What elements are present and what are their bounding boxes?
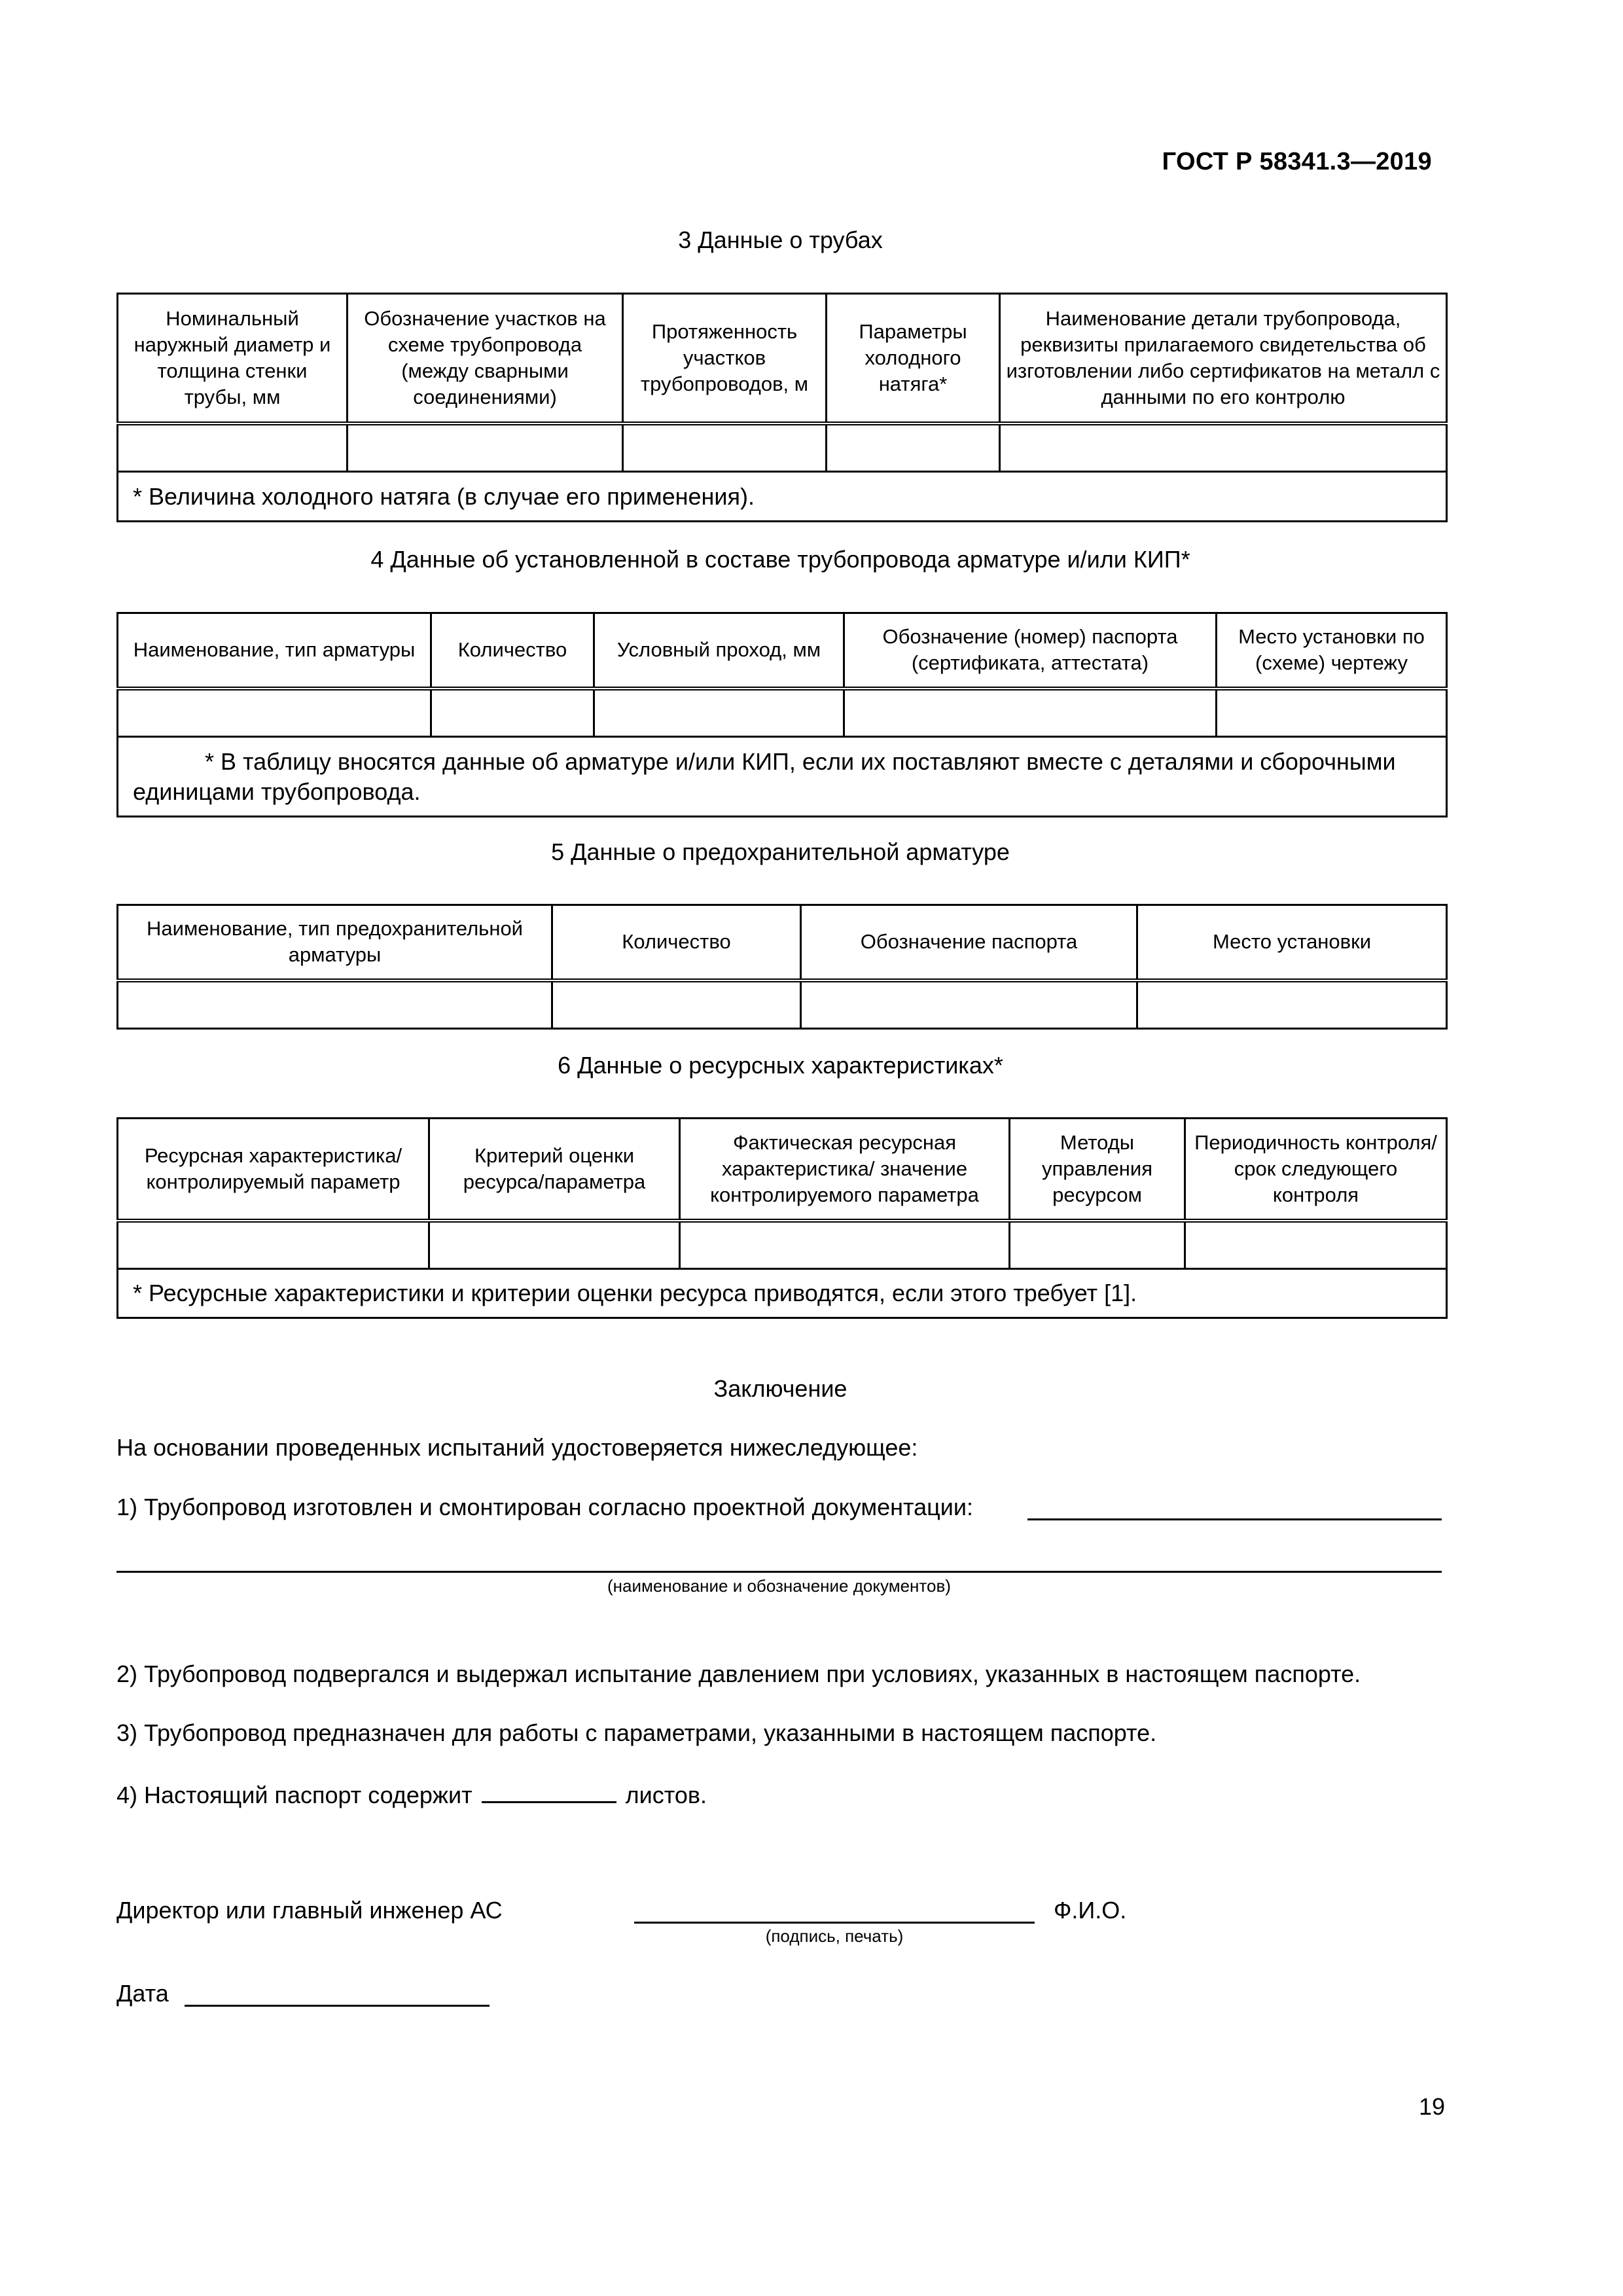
table-cell[interactable] [827, 423, 1000, 472]
column-header: Место установки [1137, 905, 1447, 980]
table-cell[interactable] [1000, 423, 1447, 472]
conclusion-item-2: 2) Трубопровод подвергался и выдержал испытание давлением при условиях, указанных в настоящем паспорте. [116, 1660, 1361, 1687]
table-cell[interactable] [680, 1221, 1010, 1269]
column-header: Критерий оценки ресурса/параметра [429, 1119, 680, 1221]
column-header: Место установки по (схеме) чертежу [1217, 613, 1447, 689]
column-header: Протяженность участков трубопроводов, м [623, 294, 827, 423]
signatory-role: Директор или главный инженер АС [116, 1897, 503, 1924]
section-4-title: 4 Данные об установленной в составе трубопровода арматуре и/или КИП* [370, 546, 1190, 573]
column-header: Периодичность контроля/срок следующего контроля [1185, 1119, 1447, 1221]
column-header: Обозначение паспорта [801, 905, 1137, 980]
column-header: Номинальный наружный диаметр и толщина стенки трубы, мм [118, 294, 348, 423]
name-label: Ф.И.О. [1054, 1897, 1127, 1924]
signature-field[interactable] [634, 1922, 1035, 1924]
signature-caption: (подпись, печать) [765, 1926, 904, 1946]
sheets-suffix: листов. [625, 1782, 707, 1808]
conclusion-item-4 [116, 1779, 707, 1809]
column-header: Наименование детали трубопровода, реквизиты прилагаемого свидетельства об изготовлении либо сертификатов на металл с данными по его контролю [1000, 294, 1447, 423]
documents-field-line-2[interactable] [116, 1571, 1442, 1573]
table-footnote: * Величина холодного натяга (в случае его применения). [118, 472, 1447, 522]
table-cell[interactable] [1217, 689, 1447, 737]
column-header: Ресурсная характеристика/ контролируемый параметр [118, 1119, 429, 1221]
table-cell[interactable] [431, 689, 594, 737]
table-cell[interactable] [1010, 1221, 1185, 1269]
section-6-title: 6 Данные о ресурсных характеристиках* [558, 1052, 1003, 1079]
table-cell[interactable] [118, 980, 552, 1029]
section-5-title: 5 Данные о предохранительной арматуре [551, 838, 1010, 865]
column-header: Наименование, тип предохранительной арматуры [118, 905, 552, 980]
conclusion-intro: На основании проведенных испытаний удостоверяется нижеследующее: [116, 1434, 918, 1461]
table-cell[interactable] [118, 1221, 429, 1269]
date-field[interactable] [185, 2005, 490, 2007]
page-number: 19 [1418, 2093, 1445, 2120]
table-footnote: * Ресурсные характеристики и критерии оценки ресурса приводятся, если этого требует [1]. [118, 1269, 1447, 1318]
conclusion-item-1: 1) Трубопровод изготовлен и смонтирован согласно проектной документации: [116, 1494, 973, 1520]
conclusion-item-3: 3) Трубопровод предназначен для работы с параметрами, указанными в настоящем паспорте. [116, 1719, 1157, 1746]
table-cell[interactable] [801, 980, 1137, 1029]
conclusion-title: Заключение [713, 1375, 847, 1402]
column-header: Количество [431, 613, 594, 689]
table-cell[interactable] [1185, 1221, 1447, 1269]
pipes-table [116, 293, 1448, 522]
table-cell[interactable] [844, 689, 1217, 737]
table-cell[interactable] [594, 689, 844, 737]
documents-caption: (наименование и обозначение документов) [607, 1576, 951, 1596]
column-header: Наименование, тип арматуры [118, 613, 431, 689]
sheets-prefix: 4) Настоящий паспорт содержит [116, 1782, 473, 1808]
column-header: Обозначение (номер) паспорта (сертификата, аттестата) [844, 613, 1217, 689]
table-cell[interactable] [623, 423, 827, 472]
table-cell[interactable] [118, 423, 348, 472]
column-header: Обозначение участков на схеме трубопровода (между сварными соединениями) [348, 294, 623, 423]
table-footnote: * В таблицу вносятся данные об арматуре и/или КИП, если их поставляют вместе с деталями и сборочными единицами трубопровода. [118, 737, 1447, 817]
date-label: Дата [116, 1980, 169, 2007]
table-cell[interactable] [348, 423, 623, 472]
safety-valves-table [116, 904, 1448, 1030]
table-cell[interactable] [552, 980, 801, 1029]
documents-field[interactable] [1027, 1518, 1442, 1520]
table-cell[interactable] [118, 689, 431, 737]
column-header: Параметры холодного натяга* [827, 294, 1000, 423]
column-header: Количество [552, 905, 801, 980]
resource-table [116, 1117, 1448, 1319]
column-header: Условный проход, мм [594, 613, 844, 689]
section-3-title: 3 Данные о трубах [678, 226, 883, 253]
column-header: Фактическая ресурсная характеристика/ значение контролируемого параметра [680, 1119, 1010, 1221]
fittings-table [116, 612, 1448, 817]
table-cell[interactable] [429, 1221, 680, 1269]
column-header: Методы управления ресурсом [1010, 1119, 1185, 1221]
table-cell[interactable] [1137, 980, 1447, 1029]
document-code: ГОСТ Р 58341.3—2019 [1162, 148, 1432, 175]
sheets-count-field[interactable] [482, 1779, 616, 1803]
